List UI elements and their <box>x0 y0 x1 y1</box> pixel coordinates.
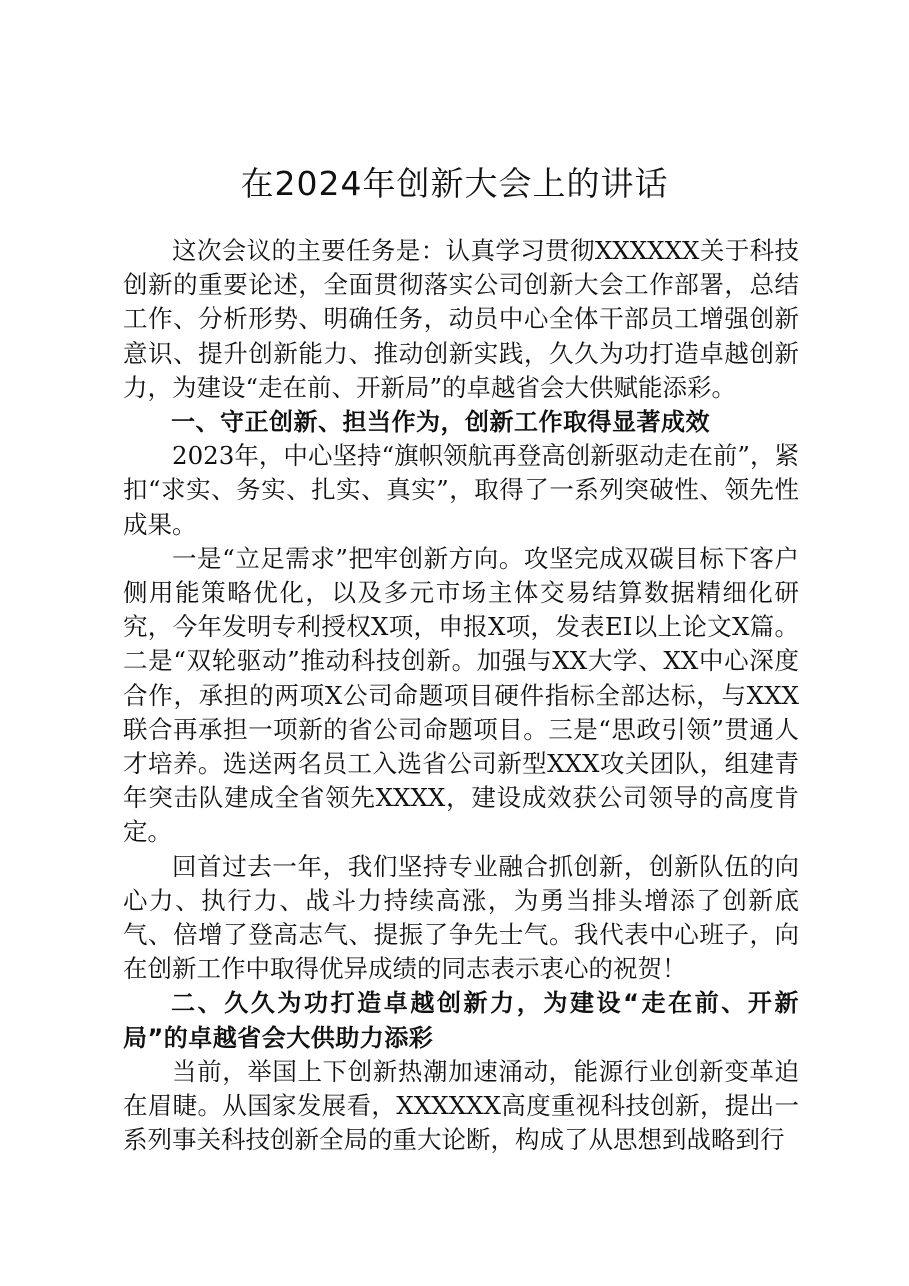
section-heading-2: 二、久久为功打造卓越创新力，为建设“走在前、开新局”的卓越省会大供助力添彩 <box>123 989 799 1052</box>
document-title: 在2024年创新大会上的讲话 <box>240 164 669 203</box>
paragraph-intro: 这次会议的主要任务是：认真学习贯彻XXXXXX关于科技创新的重要论述，全面贯彻落实公司创新大会工作部署，总结工作、分析形势、明确任务，动员中心全体干部员工增强创新意识、提升创新能力、推动创新实践，久久为功打造卓越创新力，为建设“走在前、开新局”的卓越省会大供赋能添彩。 <box>123 236 799 402</box>
paragraph-2023: 2023年，中心坚持“旗帜领航再登高创新驱动走在前”，紧扣“求实、务实、扎实、真实”，取得了一系列突破性、领先性成果。 <box>123 441 799 539</box>
document-body <box>123 234 799 1157</box>
paragraph-achievements: 一是“立足需求”把牢创新方向。攻坚完成双碳目标下客户侧用能策略优化，以及多元市场主体交易结算数据精细化研究，今年发明专利授权X项，申报X项，发表EI以上论文X篇。二是“双轮驱动”推动科技创新。加强与XX大学、XX中心深度合作，承担的两项X公司命题项目硬件指标全部达标，与XXX联合再承担一项新的省公司命题项目。三是“思政引领”贯通人才培养。选送两名员工入选省公司新型XXX攻关团队，组建青年突击队建成全省领先XXXX，建设成效获公司领导的高度肯定。 <box>123 543 799 847</box>
paragraph-review: 回首过去一年，我们坚持专业融合抓创新，创新队伍的向心力、执行力、战斗力持续高涨，为勇当排头增添了创新底气、倍增了登高志气、提振了争先士气。我代表中心班子，向在创新工作中取得优异成绩的同志表示衷心的祝贺！ <box>123 851 799 984</box>
paragraph-current: 当前，举国上下创新热潮加速涌动，能源行业创新变革迫在眉睫。从国家发展看，XXXXXX高度重视科技创新，提出一系列事关科技创新全局的重大论断，构成了从思想到战略到行 <box>123 1056 799 1155</box>
section-heading-1: 一、守正创新、担当作为，创新工作取得显著成效 <box>171 408 710 437</box>
